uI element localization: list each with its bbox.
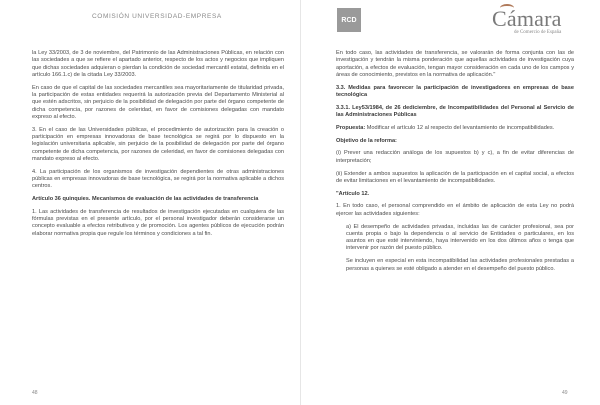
objective-ii: (ii) Extender a ambos supuestos la aplicación de la participación en el capital social, a efectos de evitar limitaciones en el levantamiento de incompatibilidades. xyxy=(336,170,574,184)
article-12-label: "Artículo 12. xyxy=(336,190,370,197)
camara-logo xyxy=(492,6,572,40)
article-12-paragraph-1: 1. En todo caso, el personal comprendido en el ámbito de aplicación de esta Ley no podrá ejercer las actividades siguientes: xyxy=(336,203,574,217)
proposal-paragraph xyxy=(336,125,574,132)
left-paragraph-4: 4. La participación de los organismos de investigación dependientes de otras administraciones públicas en empresas innovadoras de base tecnológica, se regirá por la normativa aplicable a dichos centros. xyxy=(32,168,284,190)
left-paragraph-3: 3. En el caso de las Universidades públicas, el procedimiento de autorización para la creación o participación en empresas innovadoras de base tecnológica se regirá por lo dispuesto en la legislación universitaria aplicable, sin perjuicio de la posibilidad de delegación por parte del órgano competente de dicha competencia, por razones de celeridad, en favor de comisiones delegadas con mandato expreso al efecto. xyxy=(32,126,284,162)
left-paragraph-2: En caso de que el capital de las sociedades mercantiles sea mayoritariamente de titularidad privada, la participación de estas entidades requerirá la autorización previa del Departamento Ministerial al que estén adscritos, sin perjuicio de la posibilidad de delegación por parte del órgano competente de dicha competencia, por razones de celeridad, en favor de comisiones delegadas con mandato expreso al efecto. xyxy=(32,84,284,120)
article-36-heading: Artículo 36 quinquies. Mecanismos de evaluación de las actividades de transferencia xyxy=(32,196,259,203)
section-heading: 3.3. Medidas para favorecer la participación de investigadores en empresas de base tecnológica xyxy=(336,84,574,98)
proposal-label: Propuesta: xyxy=(336,124,366,131)
camara-logo-subtitle: de Comercio de España xyxy=(514,30,562,35)
left-page-body xyxy=(32,50,284,244)
left-paragraph-final: 1. Las actividades de transferencia de resultados de investigación ejecutadas en cualquiera de las fórmulas previstas en el presente artículo, por el personal investigador deberán considerarse un concepto evaluable a efectos retributivos y de promoción. Los agentes públicos de ejecución podrán elaborar normativa propia que regule los términos y condiciones a tal fin. xyxy=(32,208,284,237)
header-title: COMISIÓN UNIVERSIDAD-EMPRESA xyxy=(92,13,222,20)
page-gutter xyxy=(300,0,301,405)
objective-label: Objetivo de la reforma: xyxy=(336,137,397,144)
left-paragraph-1: la Ley 33/2003, de 3 de noviembre, del Patrimonio de las Administraciones Públicas, en relación con las sociedades a que se refiere el apartado anterior, respecto de los actos y negocios que impliquen que dichas sociedades adquieran o pierdan la condición de sociedad mercantil estatal, definida en el artículo 166.1.c) de la citada Ley 33/2003. xyxy=(32,50,284,78)
article-12-item-a-continued: Se incluyen en especial en esta incompatibilidad las actividades profesionales prestadas a personas a quienes se esté obligado a atender en el desempeño del puesto público. xyxy=(346,258,574,272)
article-12-item-a: a) El desempeño de actividades privadas, incluidas las de carácter profesional, sea por cuenta propia o bajo la dependencia o al servicio de Entidades o particulares, en los asuntos en que esté interviniendo, haya intervenido en los dos últimos años o tenga que intervenir por razón del puesto público. xyxy=(346,223,574,252)
right-page-body xyxy=(336,50,574,278)
proposal-text: Modificar el artículo 12 al respecto del levantamiento de incompatibilidades. xyxy=(365,124,555,131)
page-number-left: 48 xyxy=(32,390,38,396)
objective-i: (i) Prever una redacción análoga de los supuestos b) y c), a fin de evitar diferencias de interpretación; xyxy=(336,150,574,164)
page-number-right: 49 xyxy=(562,390,568,396)
right-intro-paragraph: En todo caso, las actividades de transferencia, se valorarán de forma conjunta con las de investigación y tendrán la misma ponderación que aquellas actividades de investigación cuya aportación, a efectos de evaluación, tengan mayor consideración en cada uno de los campos y áreas de conocimiento, previstos en la normativa de aplicación." xyxy=(336,50,574,78)
camara-logo-word: Cámara xyxy=(492,6,562,31)
rcd-logo: RCD xyxy=(337,8,361,32)
subsection-heading: 3.3.1. Ley53/1984, de 26 dediciembre, de Incompatibilidades del Personal al Servicio de las Administraciones Públicas xyxy=(336,104,574,119)
